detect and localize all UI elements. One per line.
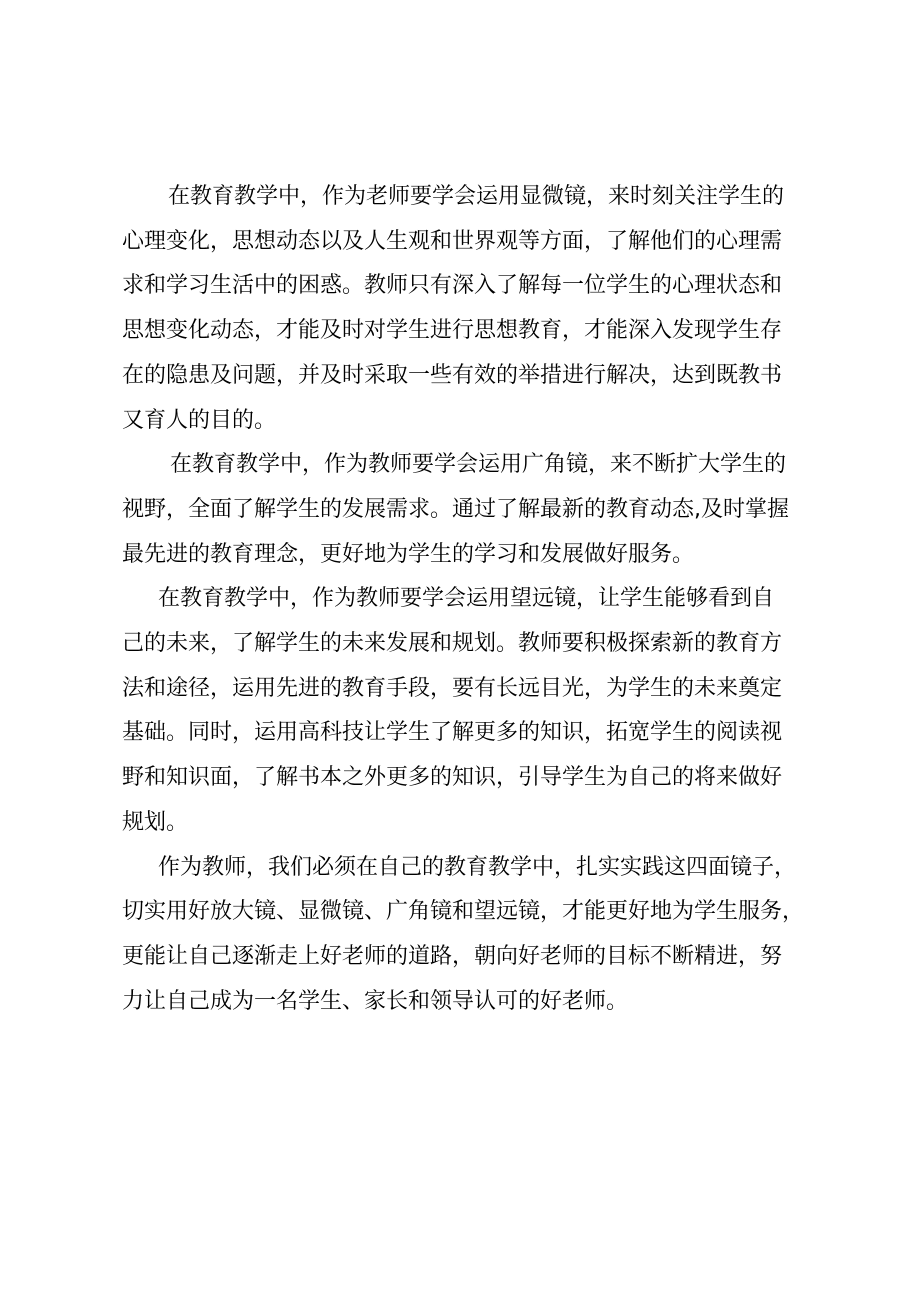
paragraph-conclusion <box>122 846 822 1025</box>
text-line: 思想变化动态，才能及时对学生进行思想教育，才能深入发现学生存 <box>122 318 783 344</box>
text-line: 更能让自己逐渐走上好老师的道路，朝向好老师的目标不断精进，努 <box>122 943 783 969</box>
text-line: 心理变化，思想动态以及人生观和世界观等方面，了解他们的心理需 <box>122 228 783 254</box>
text-line: 基础。同时，运用高科技让学生了解更多的知识，拓宽学生的阅读视 <box>122 720 783 746</box>
text-line: 视野，全面了解学生的发展需求。通过了解最新的教育动态,及时掌握 <box>122 496 789 522</box>
text-line: 作为教师，我们必须在自己的教育教学中，扎实实践这四面镜子， <box>158 854 797 880</box>
paragraph-telescope <box>122 577 822 845</box>
text-line: 又育人的目的。 <box>122 407 277 433</box>
text-line: 切实用好放大镜、显微镜、广角镜和望远镜，才能更好地为学生服务， <box>122 899 805 925</box>
text-line: 求和学习生活中的困惑。教师只有深入了解每一位学生的心理状态和 <box>122 273 783 299</box>
text-line: 力让自己成为一名学生、家长和领导认可的好老师。 <box>122 988 629 1014</box>
text-line: 法和途径，运用先进的教育手段，要有长远目光，为学生的未来奠定 <box>122 675 783 701</box>
document-body <box>122 175 822 1024</box>
text-line: 己的未来，了解学生的未来发展和规划。教师要积极探索新的教育方 <box>122 631 783 657</box>
text-line: 在教育教学中，作为教师要学会运用望远镜，让学生能够看到自 <box>158 586 775 612</box>
text-line: 在的隐患及问题，并及时采取一些有效的举措进行解决，达到既教书 <box>122 362 783 388</box>
text-line: 在教育教学中，作为老师要学会运用显微镜，来时刻关注学生的 <box>168 184 785 209</box>
text-line: 野和知识面，了解书本之外更多的知识，引导学生为自己的将来做好 <box>122 765 783 791</box>
text-line: 在教育教学中，作为教师要学会运用广角镜，来不断扩大学生的 <box>170 452 787 478</box>
paragraph-microscope <box>122 175 822 443</box>
paragraph-wide-angle <box>122 443 822 577</box>
text-line: 规划。 <box>122 809 189 835</box>
text-line: 最先进的教育理念，更好地为学生的学习和发展做好服务。 <box>122 541 695 567</box>
